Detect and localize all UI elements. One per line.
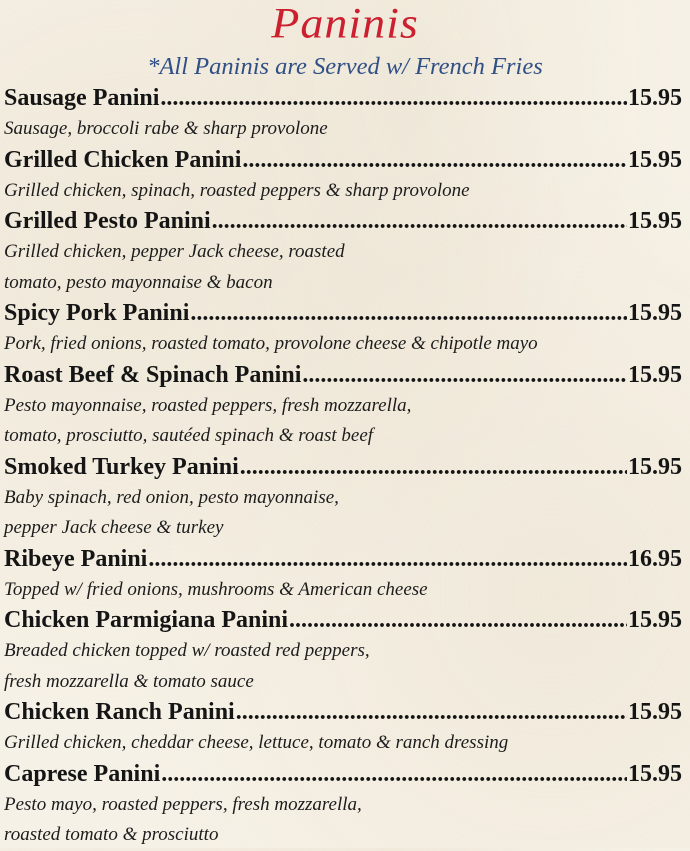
menu-item-name: Grilled Chicken Panini (4, 146, 242, 173)
menu-item-price: 15.95 (628, 607, 682, 633)
menu-item-description: Pesto mayonnaise, roasted peppers, fresh mozzarella, (4, 394, 412, 416)
menu-item-header (4, 697, 682, 728)
dot-leader (242, 145, 627, 176)
menu-item-price: 15.95 (628, 453, 682, 480)
menu-item (4, 360, 682, 452)
menu-item (4, 145, 682, 207)
menu-item-header (4, 83, 682, 114)
menu-item (4, 697, 682, 759)
menu-item-header (4, 145, 682, 176)
menu-item-description: Pork, fried onions, roasted tomato, provolone cheese & chipotle mayo (4, 333, 538, 354)
menu-item (4, 452, 682, 544)
menu-item-description: Sausage, broccoli rabe & sharp provolone (4, 118, 328, 139)
menu-item-description: Baby spinach, red onion, pesto mayonnaise, (4, 486, 339, 508)
menu-item-name: Chicken Parmigiana Panini (4, 607, 289, 633)
dot-leader (161, 759, 627, 790)
menu-item-name: Roast Beef & Spinach Panini (4, 361, 302, 388)
menu-item-description: fresh mozzarella & tomato sauce (4, 670, 254, 692)
menu-item-description: tomato, pesto mayonnaise & bacon (4, 271, 273, 293)
menu-item-price: 15.95 (628, 760, 682, 787)
menu-item-name: Caprese Panini (4, 760, 161, 787)
menu-item-price: 15.95 (628, 208, 682, 234)
dot-leader (240, 452, 627, 483)
menu-item-description: roasted tomato & prosciutto (4, 824, 219, 845)
menu-item-name: Chicken Ranch Panini (4, 699, 235, 725)
menu-item-name: Sausage Panini (4, 85, 160, 111)
dot-leader (160, 83, 627, 114)
menu-item (4, 298, 682, 360)
menu-item-name: Grilled Pesto Panini (4, 208, 211, 234)
menu-item (4, 759, 682, 851)
menu-item-header (4, 452, 682, 483)
menu-section-subtitle: *All Paninis are Served w/ French Fries (147, 53, 543, 80)
menu-section-title: Paninis (271, 0, 419, 47)
dot-leader (148, 544, 627, 575)
menu-item (4, 83, 682, 145)
dot-leader (289, 605, 627, 636)
dot-leader (236, 697, 627, 728)
menu-item-description: Grilled chicken, cheddar cheese, lettuce, tomato & ranch dressing (4, 732, 509, 753)
menu-item-description: pepper Jack cheese & turkey (4, 517, 224, 538)
menu-item-description: Topped w/ fried onions, mushrooms & American cheese (4, 578, 428, 600)
menu-item-name: Smoked Turkey Panini (4, 453, 239, 480)
menu-item-header (4, 605, 682, 636)
menu-item (4, 206, 682, 298)
menu-item-price: 15.95 (628, 300, 682, 326)
menu-item-price: 15.95 (628, 85, 682, 111)
menu-item-price: 15.95 (628, 146, 682, 173)
menu-item-price: 16.95 (628, 545, 682, 572)
menu-item-name: Ribeye Panini (4, 545, 148, 572)
menu-item-description: Breaded chicken topped w/ roasted red peppers, (4, 640, 370, 661)
dot-leader (302, 360, 627, 391)
menu-item-price: 15.95 (628, 361, 682, 388)
dot-leader (190, 298, 627, 329)
menu-item-price: 15.95 (628, 699, 682, 725)
menu-item (4, 605, 682, 697)
menu-item-list (4, 83, 682, 851)
menu-item-name: Spicy Pork Panini (4, 300, 190, 326)
menu-item-header (4, 544, 682, 575)
menu-item-description: Grilled chicken, spinach, roasted peppers & sharp provolone (4, 179, 470, 201)
menu-item-description: tomato, prosciutto, sautéed spinach & roast beef (4, 425, 374, 446)
menu-item-header (4, 298, 682, 329)
menu-item (4, 544, 682, 606)
menu-item-description: Pesto mayo, roasted peppers, fresh mozzarella, (4, 793, 362, 815)
menu-item-header (4, 759, 682, 790)
menu-item-header (4, 206, 682, 237)
menu-item-description: Grilled chicken, pepper Jack cheese, roasted (4, 241, 345, 262)
dot-leader (212, 206, 627, 237)
menu-item-header (4, 360, 682, 391)
